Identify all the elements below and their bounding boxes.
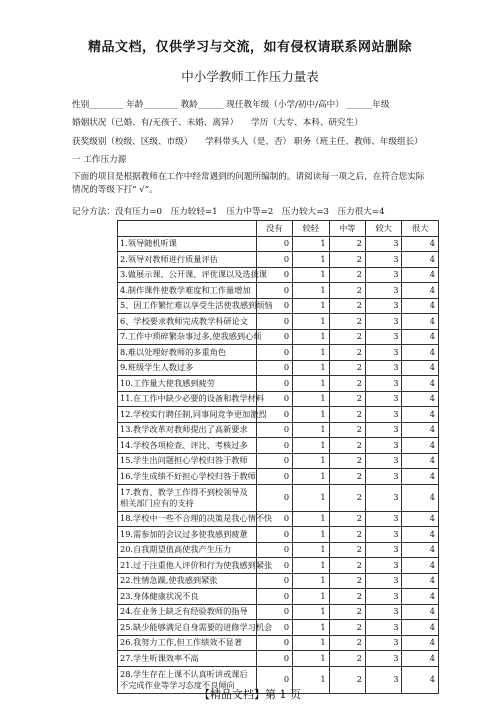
table-row [118,376,439,392]
score-option-cell[interactable]: 1 [293,573,329,589]
score-option-cell[interactable]: 2 [329,635,365,651]
score-option-cell[interactable]: 2 [329,453,365,469]
table-row [118,391,439,407]
score-option-cell[interactable]: 2 [329,298,365,314]
score-option-cell[interactable]: 3 [366,329,402,345]
score-option-cell[interactable]: 0 [256,314,292,330]
table-row [118,651,439,667]
score-option-cell[interactable]: 1 [293,484,329,511]
table-row [118,329,439,345]
score-option-cell[interactable]: 2 [329,267,365,283]
scoring-method: 记分方法：没有压力=0 压力较轻=1 压力中等=2 压力较大=3 压力很大=4 [72,207,385,217]
table-row [118,360,439,376]
score-option-cell[interactable]: 0 [256,422,292,438]
table-row [118,236,439,252]
score-option-cell[interactable]: 0 [256,527,292,543]
table-row [118,314,439,330]
form-line-awards: 获奖级别（校级、区级、市级） 学科带头人（是、否） 职务（班主任、教师、年级组长） [72,137,423,147]
table-row [118,453,439,469]
section-heading: 一 工作压力源 [72,155,127,165]
survey-item-label: 2.领导对教师进行质量评估 [118,252,257,268]
score-option-cell[interactable]: 4 [402,438,439,454]
score-option-cell[interactable]: 1 [293,267,329,283]
score-option-cell[interactable]: 3 [366,469,402,485]
score-option-cell[interactable]: 3 [366,635,402,651]
table-row [118,345,439,361]
score-option-cell[interactable]: 2 [329,558,365,574]
score-option-cell[interactable]: 3 [366,252,402,268]
score-option-cell[interactable]: 0 [256,345,292,361]
survey-item-label: 27.学生听课效率不高 [118,651,257,667]
column-header: 较大 [366,221,402,237]
table-row [118,589,439,605]
survey-item-label: 5、因工作繁忙难以享受生活使我感到烦恼 [118,298,257,314]
score-option-cell[interactable]: 1 [293,345,329,361]
survey-item-label: 4.制作课件使教学难度和工作量增加 [118,283,257,299]
table-row [118,484,439,511]
score-option-cell[interactable]: 4 [402,267,439,283]
score-option-cell[interactable]: 1 [293,391,329,407]
score-option-cell[interactable]: 4 [402,635,439,651]
score-option-cell[interactable]: 2 [329,407,365,423]
survey-item-label: 13.教学改革对教师提出了高新要求 [118,422,257,438]
column-header: 较轻 [293,221,329,237]
score-option-cell[interactable]: 2 [329,236,365,252]
score-option-cell[interactable]: 3 [366,345,402,361]
score-option-cell[interactable]: 4 [402,376,439,392]
score-option-cell[interactable]: 1 [293,511,329,527]
score-option-cell[interactable]: 0 [256,469,292,485]
score-option-cell[interactable]: 1 [293,376,329,392]
score-option-cell[interactable]: 0 [256,666,292,693]
score-option-cell[interactable]: 4 [402,484,439,511]
table-row [118,542,439,558]
survey-item-label: 1.领导随机听课 [118,236,257,252]
score-option-cell[interactable]: 0 [256,298,292,314]
survey-item-label: 21.过于注重他人评价和行为使我感到紧张 [118,558,257,574]
survey-item-label: 24.在业务上缺乏有经验教师的指导 [118,604,257,620]
score-option-cell[interactable]: 4 [402,314,439,330]
column-header [118,221,257,237]
survey-item-label: 19.需参加的会议过多使我感到疲惫 [118,527,257,543]
score-option-cell[interactable]: 4 [402,252,439,268]
score-option-cell[interactable]: 1 [293,438,329,454]
table-row [118,511,439,527]
score-option-cell[interactable]: 3 [366,283,402,299]
score-option-cell[interactable]: 3 [366,651,402,667]
score-option-cell[interactable]: 0 [256,407,292,423]
table-row [118,469,439,485]
table-row [118,573,439,589]
score-option-cell[interactable]: 4 [402,298,439,314]
score-option-cell[interactable]: 3 [366,236,402,252]
form-line-marital: 婚姻状况（已婚、有/无孩子、未婚、离异） 学历（大专、本科、研究生） [72,118,363,128]
survey-item-label: 11.在工作中缺少必要的设备和教学材料 [118,391,257,407]
score-option-cell[interactable]: 2 [329,252,365,268]
score-option-cell[interactable]: 3 [366,422,402,438]
score-option-cell[interactable]: 4 [402,345,439,361]
survey-item-label: 28.学生存在上课不认真听讲或课后不完成作业等学习态度不良倾向 [118,666,257,693]
survey-item-label: 18.学校中一些不合理的决策是我心情不快 [118,511,257,527]
score-option-cell[interactable]: 1 [293,422,329,438]
score-option-cell[interactable]: 0 [256,283,292,299]
score-option-cell[interactable]: 0 [256,236,292,252]
score-option-cell[interactable]: 0 [256,329,292,345]
score-option-cell[interactable]: 4 [402,236,439,252]
score-option-cell[interactable]: 3 [366,666,402,693]
score-option-cell[interactable]: 3 [366,542,402,558]
survey-item-label: 14.学校各项检查、评比、考核过多 [118,438,257,454]
score-option-cell[interactable]: 1 [293,527,329,543]
table-row [118,604,439,620]
survey-item-label: 25.缺少能够满足自身需要的进修学习机会 [118,620,257,636]
score-option-cell[interactable]: 0 [256,651,292,667]
table-row [118,558,439,574]
score-option-cell[interactable]: 0 [256,391,292,407]
table-row [118,267,439,283]
score-option-cell[interactable]: 2 [329,469,365,485]
score-option-cell[interactable]: 0 [256,360,292,376]
score-option-cell[interactable]: 3 [366,438,402,454]
score-option-cell[interactable]: 1 [293,620,329,636]
score-option-cell[interactable]: 4 [402,511,439,527]
score-option-cell[interactable]: 1 [293,604,329,620]
score-option-cell[interactable]: 4 [402,422,439,438]
stress-survey-table [117,220,439,694]
score-option-cell[interactable]: 2 [329,360,365,376]
score-option-cell[interactable]: 0 [256,453,292,469]
score-option-cell[interactable]: 4 [402,527,439,543]
score-option-cell[interactable]: 2 [329,329,365,345]
form-line-basic: 性别________ 年龄________ 教龄______ 现任教年级（小学/初中/高中） ______年级 [72,100,390,110]
score-option-cell[interactable]: 0 [256,620,292,636]
score-option-cell[interactable]: 3 [366,527,402,543]
score-option-cell[interactable]: 2 [329,604,365,620]
survey-item-label: 16.学生成绩不好担心学校归咎于教师 [118,469,257,485]
score-option-cell[interactable]: 4 [402,391,439,407]
score-option-cell[interactable]: 1 [293,635,329,651]
survey-item-label: 17.教育、教学工作得不到校领导及相关部门应有的支持 [118,484,257,511]
section-intro: 下面的项目是根据教师在工作中经常遇到的问题所编制的。请阅读每一项之后，在符合您实际情况的等级下打“ √”。 [72,172,425,195]
table-row [118,620,439,636]
score-option-cell[interactable]: 1 [293,252,329,268]
survey-item-label: 26.我努力工作,但工作绩效不显著 [118,635,257,651]
score-option-cell[interactable]: 2 [329,573,365,589]
survey-item-label: 22.性情急躁,使我感到紧张 [118,573,257,589]
score-option-cell[interactable]: 0 [256,604,292,620]
survey-item-label: 23.身体健康状况不良 [118,589,257,605]
score-option-cell[interactable]: 4 [402,542,439,558]
survey-item-label: 9.班级学生人数过多 [118,360,257,376]
score-option-cell[interactable]: 0 [256,438,292,454]
score-option-cell[interactable]: 4 [402,329,439,345]
survey-item-label: 15.学生出问题担心学校归咎于教师 [118,453,257,469]
table-row [118,438,439,454]
score-option-cell[interactable]: 0 [256,573,292,589]
score-option-cell[interactable]: 3 [366,407,402,423]
score-option-cell[interactable]: 1 [293,329,329,345]
table-row [118,422,439,438]
score-option-cell[interactable]: 2 [329,484,365,511]
survey-item-label: 20.自我期望值高使我产生压力 [118,542,257,558]
score-option-cell[interactable]: 3 [366,391,402,407]
score-option-cell[interactable]: 0 [256,542,292,558]
score-option-cell[interactable]: 4 [402,283,439,299]
score-option-cell[interactable]: 0 [256,558,292,574]
score-option-cell[interactable]: 1 [293,469,329,485]
score-option-cell[interactable]: 4 [402,604,439,620]
score-option-cell[interactable]: 1 [293,407,329,423]
score-option-cell[interactable]: 2 [329,542,365,558]
score-option-cell[interactable]: 3 [366,511,402,527]
table-row [118,527,439,543]
score-option-cell[interactable]: 4 [402,651,439,667]
score-option-cell[interactable]: 4 [402,558,439,574]
column-header: 没有 [256,221,292,237]
table-header-row [118,221,439,237]
survey-item-label: 6、学校要求教师完成教学科研论文 [118,314,257,330]
score-option-cell[interactable]: 0 [256,589,292,605]
score-option-cell[interactable]: 3 [366,314,402,330]
score-option-cell[interactable]: 3 [366,360,402,376]
survey-item-label: 10.工作量大使我感到疲劳 [118,376,257,392]
score-option-cell[interactable]: 3 [366,620,402,636]
score-option-cell[interactable]: 2 [329,651,365,667]
page-title: 中小学教师工作压力量表 [181,69,319,84]
score-option-cell[interactable]: 3 [366,604,402,620]
score-option-cell[interactable]: 3 [366,298,402,314]
survey-item-label: 12.学校实行聘任制,同事间竞争更加激烈 [118,407,257,423]
score-option-cell[interactable]: 2 [329,422,365,438]
survey-item-label: 7.工作中琐碎繁杂事过多,使我感到心烦 [118,329,257,345]
column-header: 中等 [329,221,365,237]
score-option-cell[interactable]: 1 [293,298,329,314]
column-header: 很大 [402,221,439,237]
survey-item-label: 8.难以处理好教师的多重角色 [118,345,257,361]
score-option-cell[interactable]: 2 [329,391,365,407]
score-option-cell[interactable]: 4 [402,620,439,636]
score-option-cell[interactable]: 0 [256,484,292,511]
score-option-cell[interactable]: 2 [329,438,365,454]
score-option-cell[interactable]: 0 [256,635,292,651]
table-row [118,635,439,651]
score-option-cell[interactable]: 2 [329,345,365,361]
score-option-cell[interactable]: 2 [329,620,365,636]
score-option-cell[interactable]: 0 [256,252,292,268]
score-option-cell[interactable]: 1 [293,314,329,330]
score-option-cell[interactable]: 1 [293,651,329,667]
table-row [118,283,439,299]
score-option-cell[interactable]: 4 [402,589,439,605]
score-option-cell[interactable]: 1 [293,236,329,252]
score-option-cell[interactable]: 3 [366,453,402,469]
score-option-cell[interactable]: 3 [366,484,402,511]
survey-item-label: 3.做展示课、公开课、评优课以及选拔课 [118,267,257,283]
banner-text: 精品文档，仅供学习与交流，如有侵权请联系网站删除 [87,40,412,55]
score-option-cell[interactable]: 0 [256,511,292,527]
score-option-cell[interactable]: 4 [402,453,439,469]
score-option-cell[interactable]: 1 [293,360,329,376]
score-option-cell[interactable]: 4 [402,666,439,693]
score-option-cell[interactable]: 2 [329,283,365,299]
score-option-cell[interactable]: 4 [402,407,439,423]
score-option-cell[interactable]: 2 [329,511,365,527]
score-option-cell[interactable]: 1 [293,666,329,693]
page-footer: 【精品文档】第 1 页 [199,688,301,701]
score-option-cell[interactable]: 4 [402,360,439,376]
score-option-cell[interactable]: 3 [366,267,402,283]
score-option-cell[interactable]: 2 [329,376,365,392]
score-option-cell[interactable]: 3 [366,573,402,589]
score-option-cell[interactable]: 3 [366,589,402,605]
score-option-cell[interactable]: 1 [293,589,329,605]
score-option-cell[interactable]: 4 [402,469,439,485]
score-option-cell[interactable]: 1 [293,283,329,299]
table-row [118,407,439,423]
score-option-cell[interactable]: 1 [293,558,329,574]
score-option-cell[interactable]: 3 [366,376,402,392]
score-option-cell[interactable]: 0 [256,376,292,392]
score-option-cell[interactable]: 1 [293,542,329,558]
score-option-cell[interactable]: 2 [329,527,365,543]
table-row [118,298,439,314]
score-option-cell[interactable]: 2 [329,314,365,330]
score-option-cell[interactable]: 4 [402,573,439,589]
score-option-cell[interactable]: 2 [329,666,365,693]
score-option-cell[interactable]: 2 [329,589,365,605]
table-row [118,252,439,268]
score-option-cell[interactable]: 3 [366,558,402,574]
score-option-cell[interactable]: 0 [256,267,292,283]
score-option-cell[interactable]: 1 [293,453,329,469]
